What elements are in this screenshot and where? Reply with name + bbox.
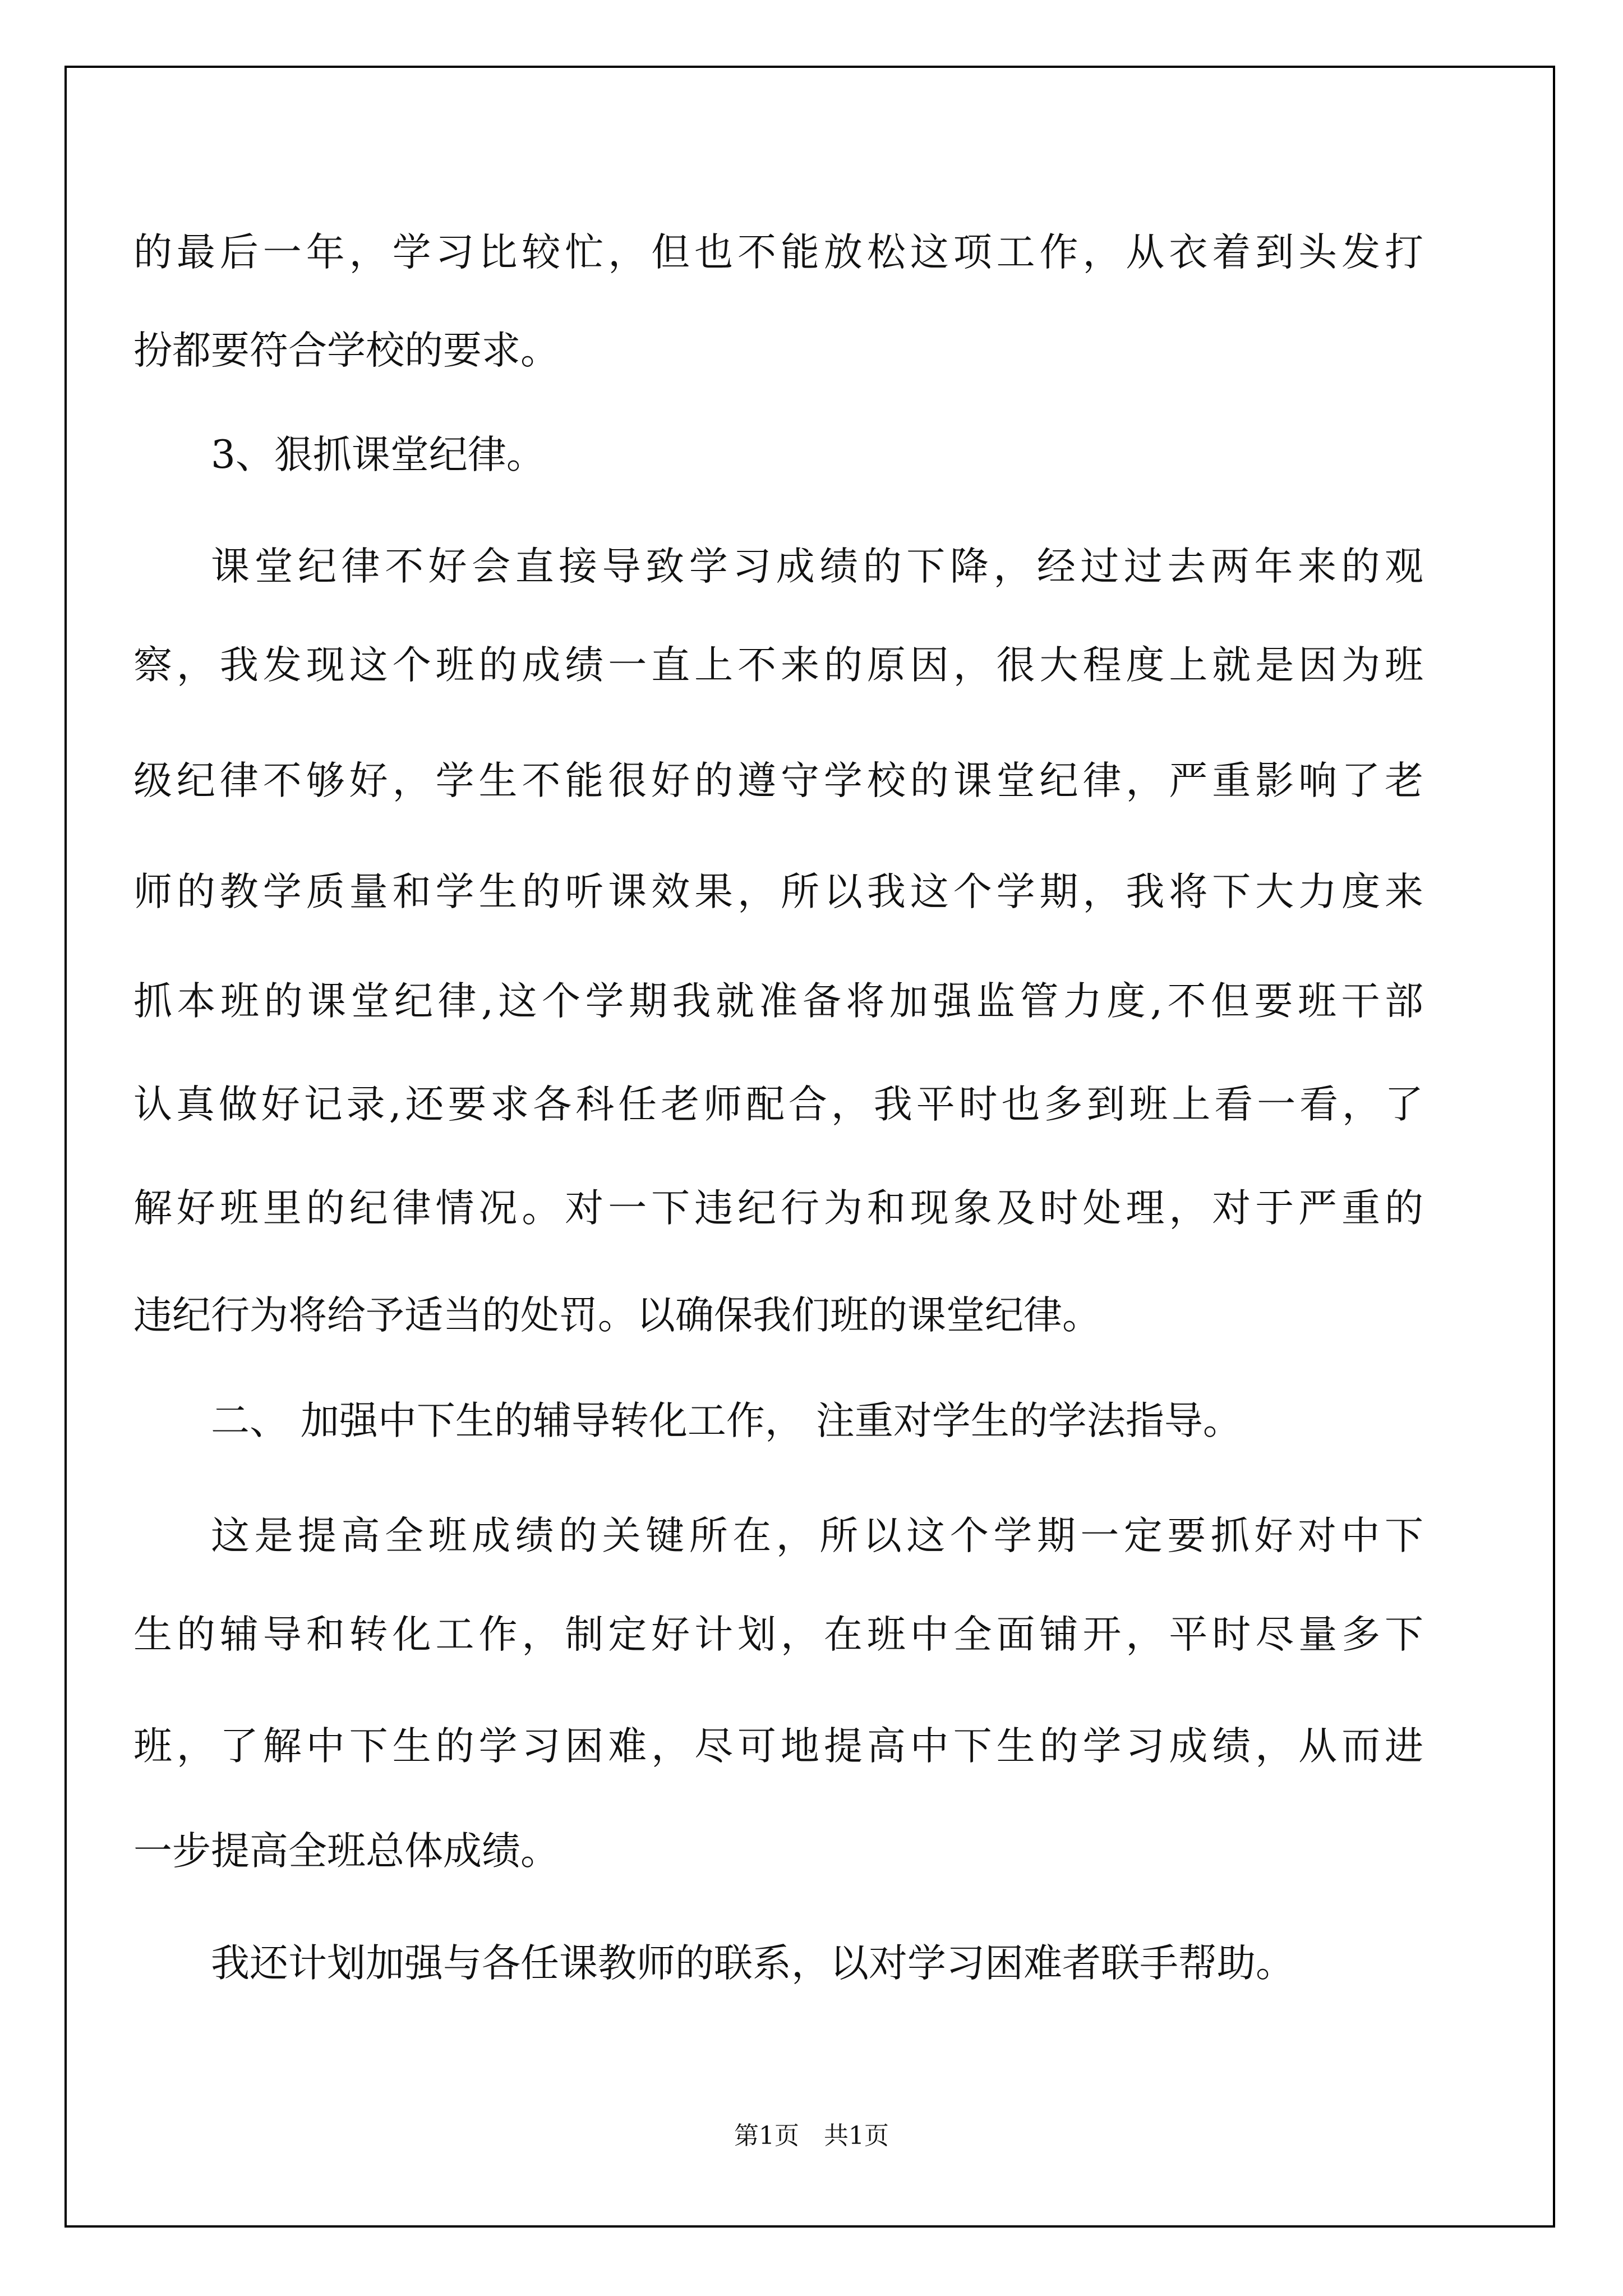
- text-line: 违纪行为将给予适当的处罚。以确保我们班的课堂纪律。: [133, 1293, 1101, 1338]
- text-line: 的最后一年，学习比较忙，但也不能放松这项工作，从衣着到头发打: [133, 230, 1423, 275]
- page-border: [64, 66, 1555, 2228]
- text-line: 抓本班的课堂纪律,这个学期我就准备将加强监管力度,不但要班干部: [133, 979, 1423, 1024]
- section-heading: 二、 加强中下生的辅导转化工作， 注重对学生的学法指导。: [211, 1398, 1242, 1443]
- text-line: 察，我发现这个班的成绩一直上不来的原因，很大程度上就是因为班: [133, 643, 1423, 688]
- text-line: 解好班里的纪律情况。对一下违纪行为和现象及时处理，对于严重的: [133, 1186, 1423, 1231]
- text-line: 级纪律不够好，学生不能很好的遵守学校的课堂纪律，严重影响了老: [133, 758, 1423, 803]
- page-number: 第1页 共1页: [734, 2122, 889, 2150]
- text-line: 一步提高全班总体成绩。: [133, 1829, 559, 1874]
- text-line: 生的辅导和转化工作，制定好计划，在班中全面铺开，平时尽量多下: [133, 1612, 1423, 1657]
- text-line: 我还计划加强与各任课教师的联系，以对学习困难者联手帮助。: [211, 1941, 1294, 1986]
- text-line: 师的教学质量和学生的听课效果，所以我这个学期，我将下大力度来: [133, 869, 1423, 914]
- section-heading: 3、狠抓课堂纪律。: [211, 432, 545, 477]
- text-line: 认真做好记录,还要求各科任老师配合，我平时也多到班上看一看，了: [133, 1082, 1423, 1127]
- text-line: 扮都要符合学校的要求。: [133, 328, 559, 373]
- text-line: 这是提高全班成绩的关键所在，所以这个学期一定要抓好对中下: [211, 1513, 1423, 1558]
- text-line: 班，了解中下生的学习困难，尽可地提高中下生的学习成绩，从而进: [133, 1724, 1423, 1769]
- text-line: 课堂纪律不好会直接导致学习成绩的下降，经过过去两年来的观: [211, 544, 1423, 589]
